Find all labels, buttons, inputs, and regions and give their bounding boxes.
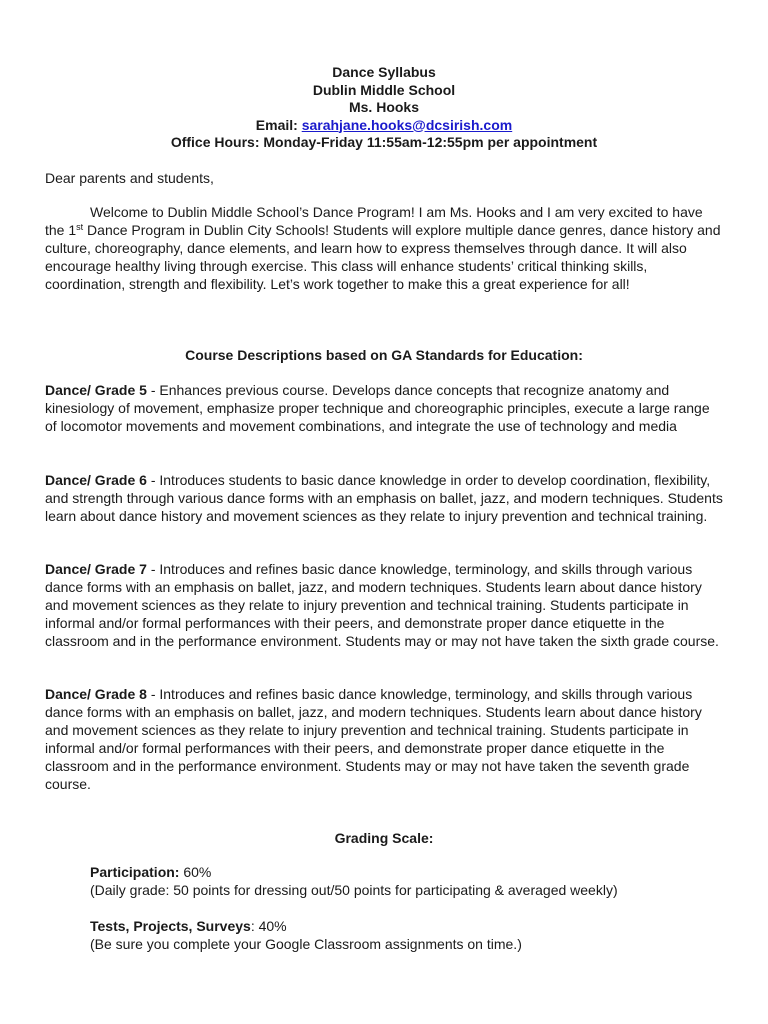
grading-item-value: : 40% — [250, 918, 287, 934]
school-name: Dublin Middle School — [312, 81, 456, 98]
grading-tests-projects — [90, 917, 730, 953]
email-label: Email: — [255, 116, 302, 133]
greeting: Dear parents and students, — [45, 170, 214, 186]
grading-item-value: 60% — [179, 864, 212, 880]
intro-paragraph — [45, 203, 725, 293]
course-description: - Introduces and refines basic dance knowledge, terminology, and skills through various dance forms with an emphasis on ballet, jazz, and modern techniques. Students learn about dance history and movement sciences as they relate to injury prevention and technical training. Students participate in informal and/or formal performances with their peers, and demonstrate proper dance etiquette in the classroom and in the performance environment. Students may or may not have taken the seventh grade course. — [45, 686, 702, 792]
course-label: Dance/ Grade 5 — [45, 382, 147, 398]
course-section-title: Course Descriptions based on GA Standards for Education: — [185, 347, 583, 363]
course-label: Dance/ Grade 7 — [45, 561, 147, 577]
grading-item-label: Participation: — [90, 864, 180, 880]
course-grade-5 — [45, 381, 723, 435]
course-description: - Enhances previous course. Develops dance concepts that recognize anatomy and kinesiology of movement, emphasize proper technique and choreographic principles, execute a large range of locomotor movements and movement combinations, and integrate the use of technology and media — [45, 382, 710, 434]
grading-section-title: Grading Scale: — [334, 830, 434, 846]
grading-item-note: (Be sure you complete your Google Classroom assignments on time.) — [90, 936, 522, 952]
office-hours: Office Hours: Monday-Friday 11:55am-12:55pm per appointment — [170, 134, 598, 150]
grading-participation — [90, 863, 730, 899]
course-grade-7 — [45, 560, 723, 650]
course-grade-8 — [45, 685, 723, 793]
grading-item-line — [90, 917, 730, 935]
grading-item-line — [90, 863, 730, 881]
intro-superscript: st — [76, 222, 84, 232]
course-description: - Introduces and refines basic dance knowledge, terminology, and skills through various dance forms with an emphasis on ballet, jazz, and modern techniques. Students learn about dance history and movement sciences as they relate to injury prevention and technical training. Students participate in informal and/or formal performances with their peers, and demonstrate proper dance etiquette in the classroom and in the performance environment. Students may or may not have taken the sixth grade course. — [45, 561, 719, 649]
course-description: - Introduces students to basic dance knowledge in order to develop coordination, flexibility, and strength through various dance forms with an emphasis on ballet, jazz, and modern techniques. Students learn about dance history and movement sciences as they relate to injury prevention and technical training. — [45, 472, 723, 524]
intro-text-1: Welcome to Dublin Middle School’s Dance Program! I am Ms. Hooks and I am very excited to have the 1 — [45, 204, 703, 238]
course-label: Dance/ Grade 6 — [45, 472, 147, 488]
syllabus-header — [0, 64, 768, 152]
grading-item-note: (Daily grade: 50 points for dressing out/50 points for participating & averaged weekly) — [90, 882, 618, 898]
email-line — [0, 117, 768, 135]
grading-item-label: Tests, Projects, Surveys — [90, 918, 251, 934]
intro-text-2: Dance Program in Dublin City Schools! Students will explore multiple dance genres, dance history and culture, choreography, dance elements, and learn how to express themselves through dance. It will also encourage healthy living through exercise. This class will enhance students’ critical thinking skills, coordination, strength and flexibility. Let’s work together to make this a great experience for all! — [45, 222, 721, 292]
course-label: Dance/ Grade 8 — [45, 686, 147, 702]
email-link[interactable]: sarahjane.hooks@dcsirish.com — [301, 116, 513, 133]
course-grade-6 — [45, 471, 723, 525]
document-title: Dance Syllabus — [332, 64, 436, 80]
teacher-name: Ms. Hooks — [348, 99, 419, 115]
